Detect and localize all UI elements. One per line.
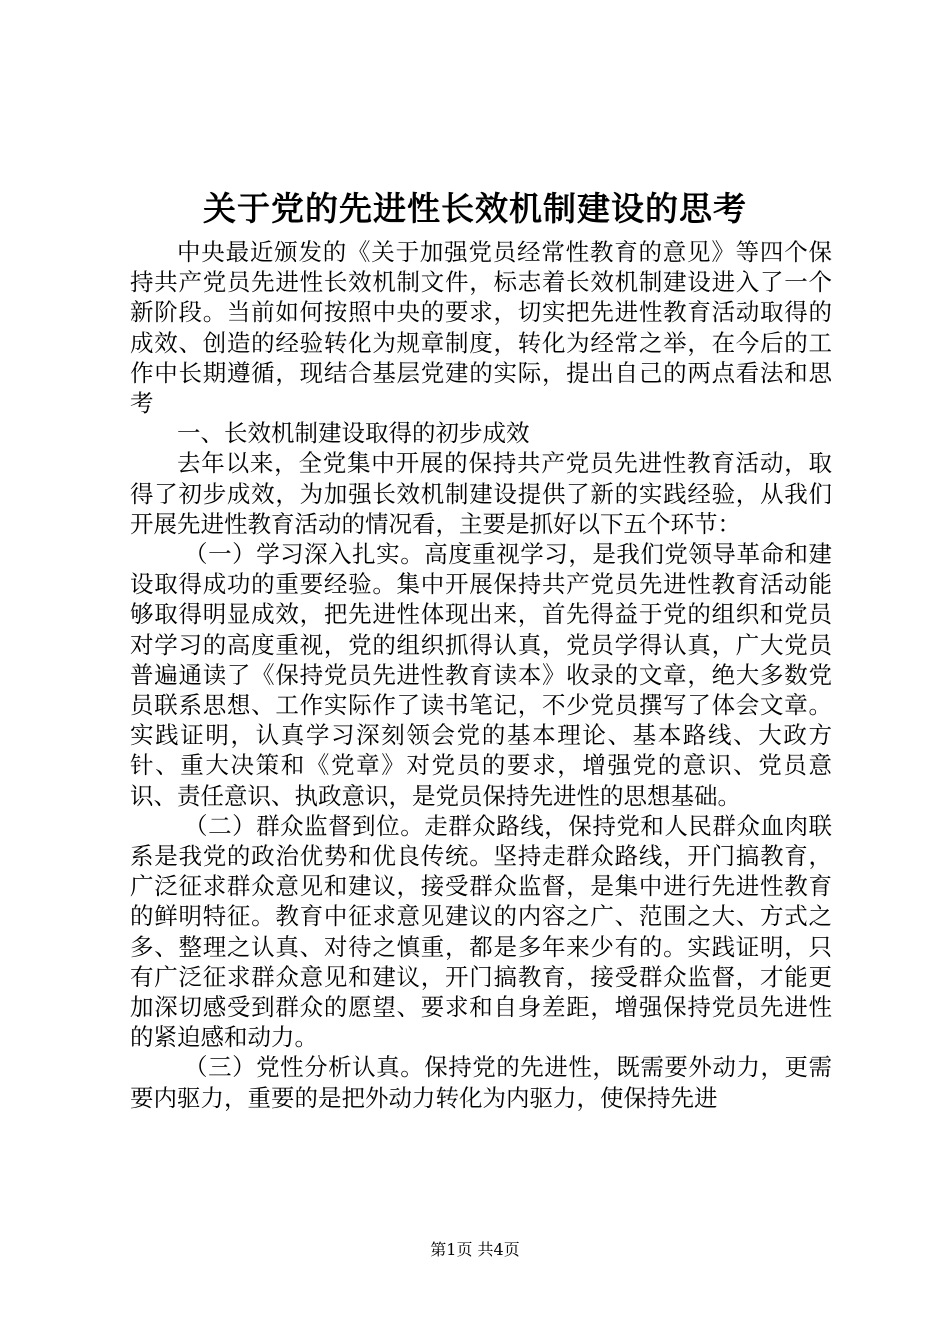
page-number: 第1页 共4页: [430, 1240, 520, 1259]
paragraph-item-2: （二）群众监督到位。走群众路线，保持党和人民群众血肉联系是我党的政治优势和优良传统。坚持走群众路线，开门搞教育，广泛征求群众意见和建议，接受群众监督，是集中进行先进性教育的鲜明特征。教育中征求意见建议的内容之广、范围之大、方式之多、整理之认真、对待之慎重，都是多年来少有的。实践证明，只有广泛征求群众意见和建议，开门搞教育，接受群众监督，才能更加深切感受到群众的愿望、要求和自身差距，增强保持党员先进性的紧迫感和动力。: [130, 811, 832, 1052]
section-heading: 一、长效机制建设取得的初步成效: [177, 419, 530, 448]
paragraph-item-1: （一）学习深入扎实。高度重视学习，是我们党领导革命和建设取得成功的重要经验。集中开展保持共产党员先进性教育活动能够取得明显成效，把先进性体现出来，首先得益于党的组织和党员对学习的高度重视，党的组织抓得认真，党员学得认真，广大党员普遍通读了《保持党员先进性教育读本》收录的文章，绝大多数党员联系思想、工作实际作了读书笔记，不少党员撰写了体会文章。实践证明，认真学习深刻领会党的基本理论、基本路线、大政方针、重大决策和《党章》对党员的要求，增强党的意识、党员意识、责任意识、执政意识，是党员保持先进性的思想基础。: [130, 540, 832, 810]
paragraph-overview: 去年以来，全党集中开展的保持共产党员先进性教育活动，取得了初步成效，为加强长效机制建设提供了新的实践经验，从我们开展先进性教育活动的情况看，主要是抓好以下五个环节：: [130, 449, 832, 538]
document-title: 关于党的先进性长效机制建设的思考: [203, 189, 747, 228]
paragraph-intro: 中央最近颁发的《关于加强党员经常性教育的意见》等四个保持共产党员先进性长效机制文件，标志着长效机制建设进入了一个新阶段。当前如何按照中央的要求，切实把先进性教育活动取得的成效、创造的经验转化为规章制度，转化为经常之举，在今后的工作中长期遵循，现结合基层党建的实际，提出自己的两点看法和思考: [130, 238, 832, 418]
document-body: [130, 237, 832, 1113]
paragraph-item-3: （三）党性分析认真。保持党的先进性，既需要外动力，更需要内驱力，重要的是把外动力转化为内驱力，使保持先进: [130, 1053, 832, 1112]
